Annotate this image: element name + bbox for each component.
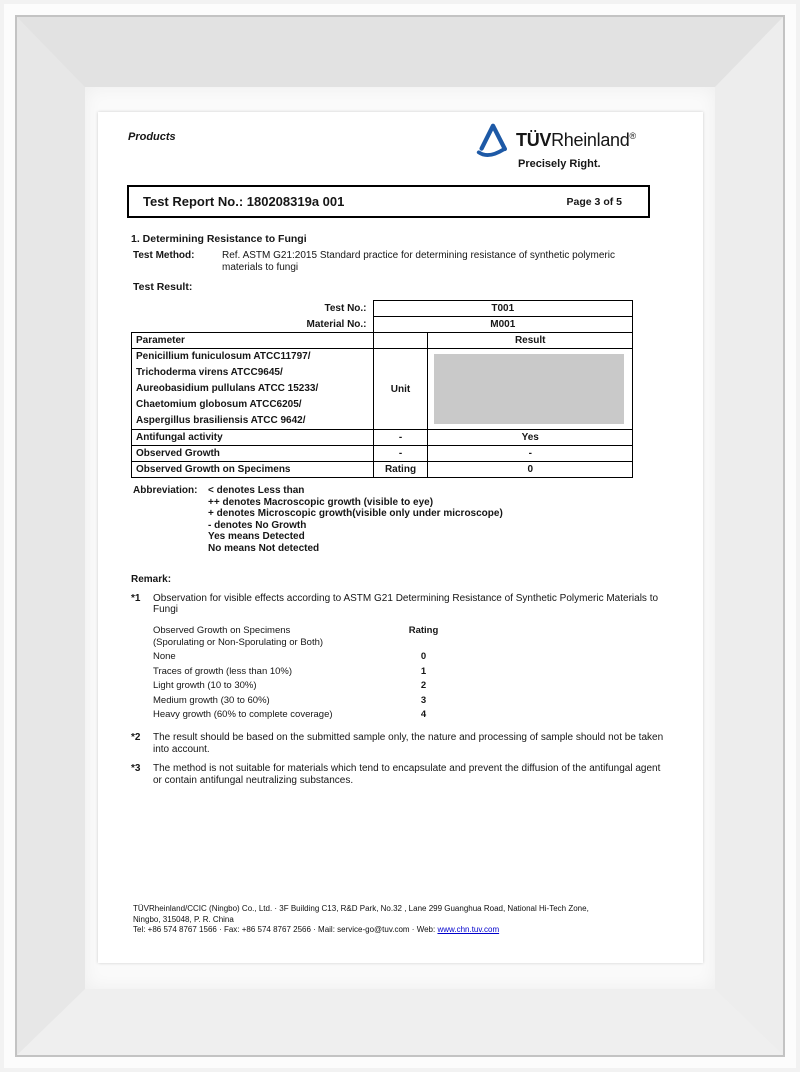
test-result-table <box>131 300 633 478</box>
table-row <box>132 430 633 446</box>
organism-line: Aureobasidium pullulans ATCC 15233/ <box>136 383 319 394</box>
result-redacted-cell <box>428 349 633 430</box>
products-label: Products <box>128 131 176 143</box>
rating-row <box>153 693 446 708</box>
rating-value: 1 <box>420 665 427 677</box>
tuv-triangle-icon <box>474 120 512 160</box>
report-number-banner <box>127 185 650 218</box>
table-header-row <box>132 333 633 349</box>
table-row-material-no <box>132 317 633 333</box>
website-link[interactable]: www.chn.tuv.com <box>437 925 500 934</box>
table-row <box>132 446 633 462</box>
rating-header-rating: Rating <box>408 625 439 636</box>
remark-item-3 <box>131 763 666 786</box>
registered-mark: ® <box>629 130 636 141</box>
remark-marker: *3 <box>131 763 141 774</box>
remark-marker: *1 <box>131 592 141 604</box>
remark-text: The result should be based on the submitted sample only, the nature and processing of sample should not be taken into account. <box>153 732 664 755</box>
footer-contacts: Tel: +86 574 8767 1566 · Fax: +86 574 8767 2566 · Mail: service-go@tuv.com · Web: <box>133 925 438 934</box>
rating-scale-table <box>153 624 446 723</box>
remark-item-1 <box>131 593 666 616</box>
rating-label: Light growth (10 to 30%) <box>153 680 257 691</box>
rating-label: Traces of growth (less than 10%) <box>153 665 293 677</box>
unit-cell: Rating <box>373 462 428 478</box>
abbreviation-line: - denotes No Growth <box>208 519 307 531</box>
remark-item-2 <box>131 732 666 755</box>
rating-label: Heavy growth (60% to complete coverage) <box>153 709 333 720</box>
rating-header-label: Observed Growth on Specimens (Sporulating or Non-Sporulating or Both) <box>153 625 324 648</box>
test-method-text: Ref. ASTM G21:2015 Standard practice for determining resistance of synthetic polymeric materials to fungi <box>222 250 615 273</box>
abbreviation-line: + denotes Microscopic growth(visible only under microscope) <box>208 508 503 520</box>
rating-label: Medium growth (30 to 60%) <box>153 694 270 706</box>
logo-wordmark <box>516 130 636 151</box>
test-result-label: Test Result: <box>133 281 193 293</box>
footer-address-block <box>133 904 678 936</box>
abbreviation-label: Abbreviation: <box>133 485 198 496</box>
material-no-label: Material No.: <box>306 318 367 330</box>
column-header-parameter: Parameter <box>132 333 374 349</box>
abbreviation-line: ++ denotes Macroscopic growth (visible to eye) <box>208 496 434 508</box>
redaction-box <box>434 354 624 424</box>
abbreviation-line: No means Not detected <box>208 542 320 554</box>
rating-header-row <box>153 624 446 650</box>
table-row <box>132 462 633 478</box>
abbreviation-lines <box>208 485 503 555</box>
rating-value: 2 <box>420 680 427 691</box>
rating-row <box>153 679 446 694</box>
organism-line: Penicillium funiculosum ATCC11797/ <box>136 351 311 362</box>
result-cell: Yes <box>428 430 633 446</box>
organism-list <box>132 349 374 430</box>
abbreviation-line: < denotes Less than <box>208 485 305 496</box>
table-row-organisms <box>132 349 633 430</box>
document-page <box>98 112 703 963</box>
unit-cell: Unit <box>373 349 428 430</box>
organism-line: Chaetomium globosum ATCC6205/ <box>136 399 302 410</box>
logo-tagline: Precisely Right. <box>518 158 601 170</box>
test-method-row <box>133 250 658 273</box>
page-indicator: Page 3 of 5 <box>566 195 622 208</box>
rating-row <box>153 664 446 679</box>
organism-line: Trichoderma virens ATCC9645/ <box>136 367 283 378</box>
result-cell: 0 <box>428 462 633 478</box>
report-number: Test Report No.: 180208319a 001 <box>143 194 345 209</box>
material-no-value: M001 <box>373 317 632 333</box>
remark-text: The method is not suitable for materials which tend to encapsulate and prevent the diffusion of the antifungal agent or contain antifungal neutralizing substances. <box>153 763 661 786</box>
remark-label: Remark: <box>131 574 172 585</box>
logo-rheinland: Rheinland <box>551 129 630 150</box>
rating-row <box>153 708 446 723</box>
rating-value: 0 <box>420 651 427 662</box>
rating-row <box>153 650 446 665</box>
test-no-label: Test No.: <box>324 303 367 314</box>
parameter-cell: Observed Growth <box>132 446 374 462</box>
tuv-rheinland-logo <box>474 120 644 170</box>
remark-marker: *2 <box>131 732 141 743</box>
column-header-unit <box>373 333 428 349</box>
result-cell: - <box>428 446 633 462</box>
table-row-test-no <box>132 301 633 317</box>
abbreviation-block <box>133 485 503 555</box>
rating-label: None <box>153 651 176 662</box>
rating-value: 4 <box>420 709 427 720</box>
section-heading: 1. Determining Resistance to Fungi <box>131 233 307 245</box>
parameter-cell: Antifungal activity <box>132 430 374 446</box>
remark-block <box>131 574 666 794</box>
footer-line-2: Ningbo, 315048, P. R. China <box>133 914 234 924</box>
organism-line: Aspergillus brasiliensis ATCC 9642/ <box>136 415 306 426</box>
footer-line-3 <box>133 925 678 936</box>
rating-value: 3 <box>420 694 427 706</box>
column-header-result: Result <box>428 333 633 349</box>
logo-tuv: TÜV <box>516 129 552 150</box>
parameter-cell: Observed Growth on Specimens <box>132 462 374 478</box>
footer-line-1: TÜVRheinland/CCIC (Ningbo) Co., Ltd. · 3F Building C13, R&D Park, No.32 , Lane 299 Guanghua Road, National Hi-Tech Zone, <box>133 904 589 913</box>
unit-cell: - <box>373 446 428 462</box>
test-no-value: T001 <box>373 301 632 317</box>
test-method-label: Test Method: <box>133 250 195 261</box>
abbreviation-line: Yes means Detected <box>208 531 305 543</box>
unit-cell: - <box>373 430 428 446</box>
remark-text: Observation for visible effects according to ASTM G21 Determining Resistance of Synthetic Polymeric Materials to Fungi <box>153 592 659 615</box>
